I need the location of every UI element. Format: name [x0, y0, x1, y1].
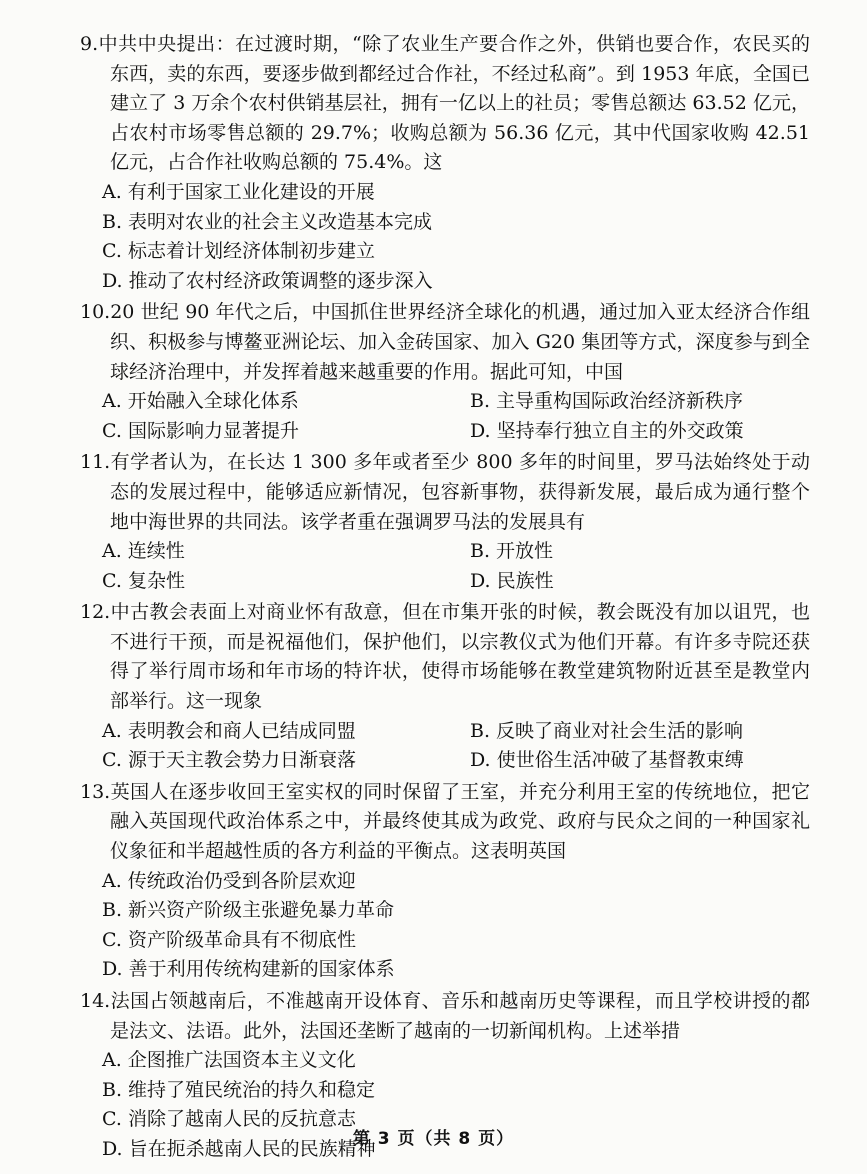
options	[80, 178, 810, 296]
page-footer: 第 3 页（共 8 页）	[352, 1129, 515, 1149]
question-12	[80, 598, 810, 776]
option-c: C. 源于天主教会势力日渐衰落	[102, 749, 356, 772]
option-d: D. 坚持奉行独立自主的外交政策	[470, 419, 744, 442]
question-stem: 20 世纪 90 年代之后，中国抓住世界经济全球化的机遇，通过加入亚太经济合作组织、积极参与博鳌亚洲论坛、加入金砖国家、加入 G20 集团等方式，深度参与到全球经济治理中，并发挥着越来越重要的作用。据此可知，中国	[110, 301, 810, 383]
question-stem: 有学者认为，在长达 1 300 多年或者至少 800 多年的时间里，罗马法始终处于动态的发展过程中，能够适应新情况，包容新事物，获得新发展，最后成为通行整个地中海世界的共同法。该学者重在强调罗马法的发展具有	[110, 451, 810, 533]
option-d: D. 旨在扼杀越南人民的民族精神	[102, 1137, 376, 1160]
questions-list	[80, 30, 810, 1167]
option-d: D. 善于利用传统构建新的国家体系	[102, 958, 395, 981]
option-a: A. 企图推广法国资本主义文化	[102, 1049, 356, 1072]
question-stem: 法国占领越南后，不准越南开设体育、音乐和越南历史等课程，而且学校讲授的都是法文、法语。此外，法国还垄断了越南的一切新闻机构。上述举措	[110, 990, 810, 1042]
options	[80, 537, 810, 596]
option-d: D. 民族性	[470, 569, 554, 592]
question-number: 10.	[80, 301, 111, 324]
option-c: C. 消除了越南人民的反抗意志	[102, 1108, 356, 1131]
question-10	[80, 298, 810, 446]
option-b: B. 维持了殖民统治的持久和稳定	[102, 1078, 376, 1101]
option-d: D. 使世俗生活冲破了基督教束缚	[470, 749, 744, 772]
option-c: C. 标志着计划经济体制初步建立	[102, 240, 375, 263]
question-number: 12.	[80, 601, 111, 624]
question-stem: 中共中央提出：在过渡时期，“除了农业生产要合作之外，供销也要合作，农民买的东西，卖的东西，要逐步做到都经过合作社，不经过私商”。到 1953 年底，全国已建立了 3 万余个农村供销基层社，拥有一亿以上的社员；零售总额达 63.52 亿元，占农村市场零售总额的 29.7%；收购总额为 56.36 亿元，其中代国家收购 42.51 亿元，占合作社收购总额的 75.4%。这	[98, 33, 810, 174]
options	[80, 867, 810, 985]
options	[80, 387, 810, 446]
option-a: A. 连续性	[102, 540, 185, 563]
question-11	[80, 448, 810, 596]
option-a: A. 表明教会和商人已结成同盟	[102, 719, 356, 742]
question-13	[80, 778, 810, 985]
option-b: B. 反映了商业对社会生活的影响	[470, 719, 744, 742]
option-b: B. 新兴资产阶级主张避免暴力革命	[102, 899, 395, 922]
option-a: A. 开始融入全球化体系	[102, 390, 299, 413]
question-number: 13.	[80, 780, 111, 803]
question-stem: 英国人在逐步收回王室实权的同时保留了王室，并充分利用王室的传统地位，把它融入英国现代政治体系之中，并最终使其成为政党、政府与民众之间的一种国家礼仪象征和半超越性质的各方利益的平衡点。这表明英国	[110, 780, 810, 863]
option-b: B. 开放性	[470, 540, 554, 563]
option-c: C. 国际影响力显著提升	[102, 419, 299, 442]
option-a: A. 传统政治仍受到各阶层欢迎	[102, 869, 356, 892]
question-9	[80, 30, 810, 296]
options	[80, 717, 810, 776]
question-stem: 中古教会表面上对商业怀有敌意，但在市集开张的时候，教会既没有加以诅咒，也不进行干预，而是祝福他们，保护他们，以宗教仪式为他们开幕。有许多寺院还获得了举行周市场和年市场的特许状，使得市场能够在教堂建筑物附近甚至是教堂内部举行。这一现象	[110, 601, 810, 713]
question-number: 14.	[80, 990, 111, 1012]
option-b: B. 主导重构国际政治经济新秩序	[470, 390, 744, 413]
question-number: 11.	[80, 451, 111, 474]
option-a: A. 有利于国家工业化建设的开展	[102, 180, 375, 203]
option-d: D. 推动了农村经济政策调整的逐步深入	[102, 269, 433, 292]
option-c: C. 资产阶级革命具有不彻底性	[102, 928, 356, 951]
option-b: B. 表明对农业的社会主义改造基本完成	[102, 210, 433, 233]
option-c: C. 复杂性	[102, 569, 185, 592]
question-number: 9.	[80, 33, 99, 55]
